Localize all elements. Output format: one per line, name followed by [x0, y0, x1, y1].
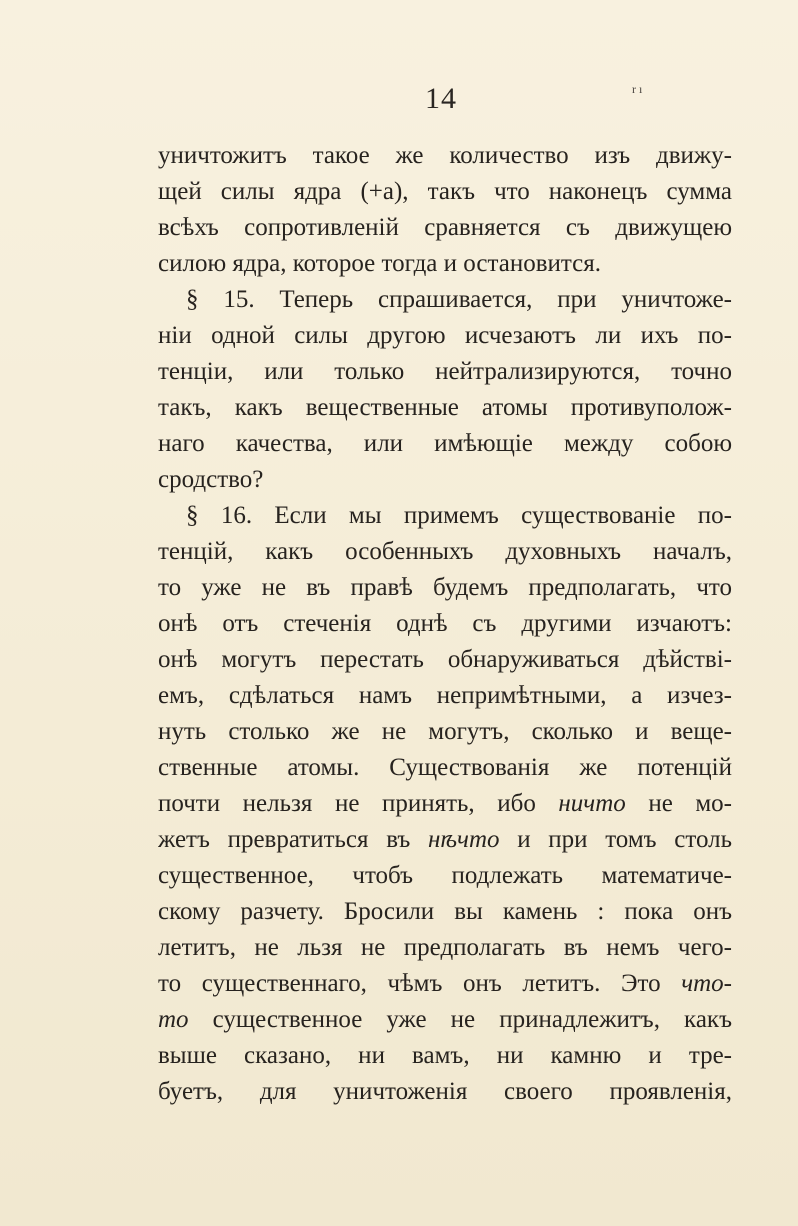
- text-segment: силою ядра, которое тогда и остановится.: [158, 250, 601, 277]
- text-line: [158, 822, 732, 858]
- text-segment: буетъ, для уничтоженія своего проявленія,: [158, 1078, 732, 1105]
- text-segment: § 15. Теперь спрашивается, при уничтоже-: [186, 286, 732, 313]
- text-segment: такъ, какъ вещественные атомы противуполож-: [158, 394, 732, 421]
- text-line: [158, 894, 732, 930]
- text-line: [158, 858, 732, 894]
- text-segment: щей силы ядра (+a), такъ что наконецъ сумма: [158, 178, 732, 205]
- text-line: [158, 390, 732, 426]
- text-segment: то уже не въ правѣ будемъ предполагать, что: [158, 574, 732, 601]
- text-line: [158, 354, 732, 390]
- text-line: [158, 750, 732, 786]
- text-segment: тенцій, какъ особенныхъ духовныхъ началъ,: [158, 538, 732, 565]
- text-segment: сродство?: [158, 466, 264, 493]
- text-segment: и при томъ столь: [499, 826, 732, 853]
- body-text: [158, 138, 732, 1110]
- text-line: [158, 1002, 732, 1038]
- text-line: [158, 786, 732, 822]
- text-segment: ственные атомы. Существованія же потенцій: [158, 754, 732, 781]
- text-line: [158, 714, 732, 750]
- text-line: [158, 1074, 732, 1110]
- text-line: [158, 246, 732, 282]
- text-segment: онѣ могутъ перестать обнаруживаться дѣйстві-: [158, 646, 732, 673]
- text-line: [158, 1038, 732, 1074]
- text-segment: жетъ превратиться въ: [158, 826, 428, 853]
- text-line: [158, 318, 732, 354]
- text-segment: емъ, сдѣлаться намъ непримѣтными, а изчез-: [158, 682, 732, 709]
- text-line: [158, 138, 732, 174]
- text-segment: не мо-: [625, 790, 732, 817]
- text-segment: ніи одной силы другою исчезаютъ ли ихъ по-: [158, 322, 732, 349]
- text-line: [158, 534, 732, 570]
- text-segment: скому разчету. Бросили вы камень : пока онъ: [158, 898, 732, 925]
- text-segment: существенное, чтобъ подлежать математиче-: [158, 862, 732, 889]
- italic-text-segment: что-: [681, 970, 732, 997]
- text-segment: существенное уже не принадлежитъ, какъ: [188, 1006, 732, 1033]
- text-segment: почти нельзя не принять, ибо: [158, 790, 559, 817]
- text-line: [158, 282, 732, 318]
- text-segment: § 16. Если мы примемъ существованіе по-: [186, 502, 732, 529]
- text-segment: то существеннаго, чѣмъ онъ летитъ. Это: [158, 970, 682, 997]
- text-segment: всѣхъ сопротивленій сравняется съ движущею: [158, 214, 732, 241]
- italic-text-segment: то: [158, 1006, 189, 1033]
- text-line: [158, 966, 732, 1002]
- text-segment: выше сказано, ни вамъ, ни камню и тре-: [158, 1042, 732, 1069]
- text-line: [158, 498, 732, 534]
- text-line: [158, 426, 732, 462]
- text-segment: онѣ отъ стеченія однѣ съ другими изчаютъ:: [158, 610, 732, 637]
- text-segment: нуть столько же не могутъ, сколько и веще-: [158, 718, 732, 745]
- text-segment: тенціи, или только нейтрализируются, точно: [158, 358, 732, 385]
- text-line: [158, 678, 732, 714]
- text-line: [158, 210, 732, 246]
- text-line: [158, 570, 732, 606]
- text-line: [158, 174, 732, 210]
- text-segment: летитъ, не льзя не предполагать въ немъ чего-: [158, 934, 732, 961]
- text-segment: наго качества, или имѣющіе между собою: [158, 430, 732, 457]
- text-line: [158, 930, 732, 966]
- page-number: 14: [425, 82, 457, 115]
- text-line: [158, 606, 732, 642]
- text-line: [158, 462, 732, 498]
- text-line: [158, 642, 732, 678]
- corner-mark: r ı: [632, 82, 643, 96]
- italic-text-segment: нѣчто: [427, 826, 500, 853]
- italic-text-segment: ничто: [558, 790, 626, 817]
- text-segment: уничтожитъ такое же количество изъ движу-: [158, 142, 732, 169]
